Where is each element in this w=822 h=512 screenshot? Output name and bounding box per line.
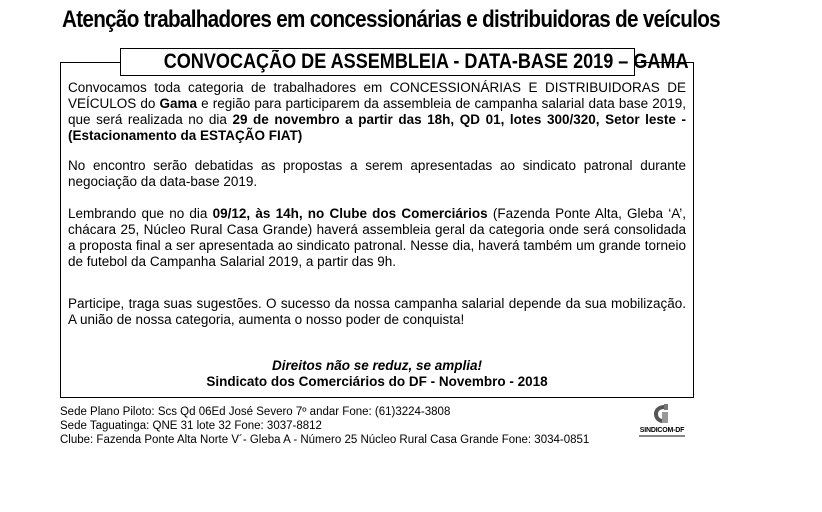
paragraph-text: Convocamos toda categoria de trabalhadores em CONCESSIONÁRIAS E DISTRIBUIDORAS DE VEÍCULOS do [68,80,686,111]
paragraph-reminder [68,206,686,270]
paragraph-bold: 29 de novembro a partir das 18h, QD 01, lotes 300/320, Setor leste - (Estacionamento da ESTAÇÃO FIAT) [68,112,687,143]
paragraph-text: (Fazenda Ponte Alta, Gleba ‘A’, chácara 25, Núcleo Rural Casa Grande) haverá assembleia geral da categoria onde será consolidada a proposta final a ser apresentada ao sindicato patronal. Nesse dia, haverá também um grande torneio de futebol da Campanha Salarial 2019, a partir das 9h. [68,206,687,269]
signature: Sindicato dos Comerciários do DF - Novembro - 2018 [206,374,548,389]
sindicom-logo [632,402,692,442]
logo-underline [639,435,685,437]
footer-line-clube: Clube: Fazenda Ponte Alta Norte V´- Gleba A - Número 25 Núcleo Rural Casa Grande Fone: 3034-0851 [60,434,590,446]
footer-addresses [60,405,589,447]
paragraph-bold: Gama [159,96,198,111]
paragraph-participate: Participe, traga suas sugestões. O sucesso da nossa campanha salarial depende da sua mobilização. A união de nossa categoria, aumenta o nosso poder de conquista! [68,296,686,327]
footer-line-taguatinga: Sede Taguatinga: QNE 31 lote 32 Fone: 3037-8812 [60,420,322,432]
sindicom-logo-icon [651,402,673,426]
paragraph-debate: No encontro serão debatidas as propostas a serem apresentadas ao sindicato patronal durante negociação da data-base 2019. [68,158,686,189]
logo-text: SINDICOM-DF [639,427,685,434]
notice-title: CONVOCAÇÃO DE ASSEMBLEIA - DATA-BASE 2019 – GAMA [163,50,689,73]
paragraph-text: Lembrando que no dia [68,206,213,221]
footer-line-plano-piloto: Sede Plano Piloto: Scs Qd 06Ed José Severo 7º andar Fone: (61)3224-3808 [60,406,451,418]
paragraph-convocation [68,80,686,144]
slogan: Direitos não se reduz, se amplia! [271,358,483,373]
notice-title-box [120,48,689,76]
paragraph-bold: 09/12, às 14h, no Clube dos Comerciários [212,206,488,221]
headline: Atenção trabalhadores em concessionárias e distribuidoras de veículos [62,6,720,33]
paragraph-text: e região para participarem da assembleia de campanha salarial data base 2019, que será realizada no dia [68,96,686,127]
